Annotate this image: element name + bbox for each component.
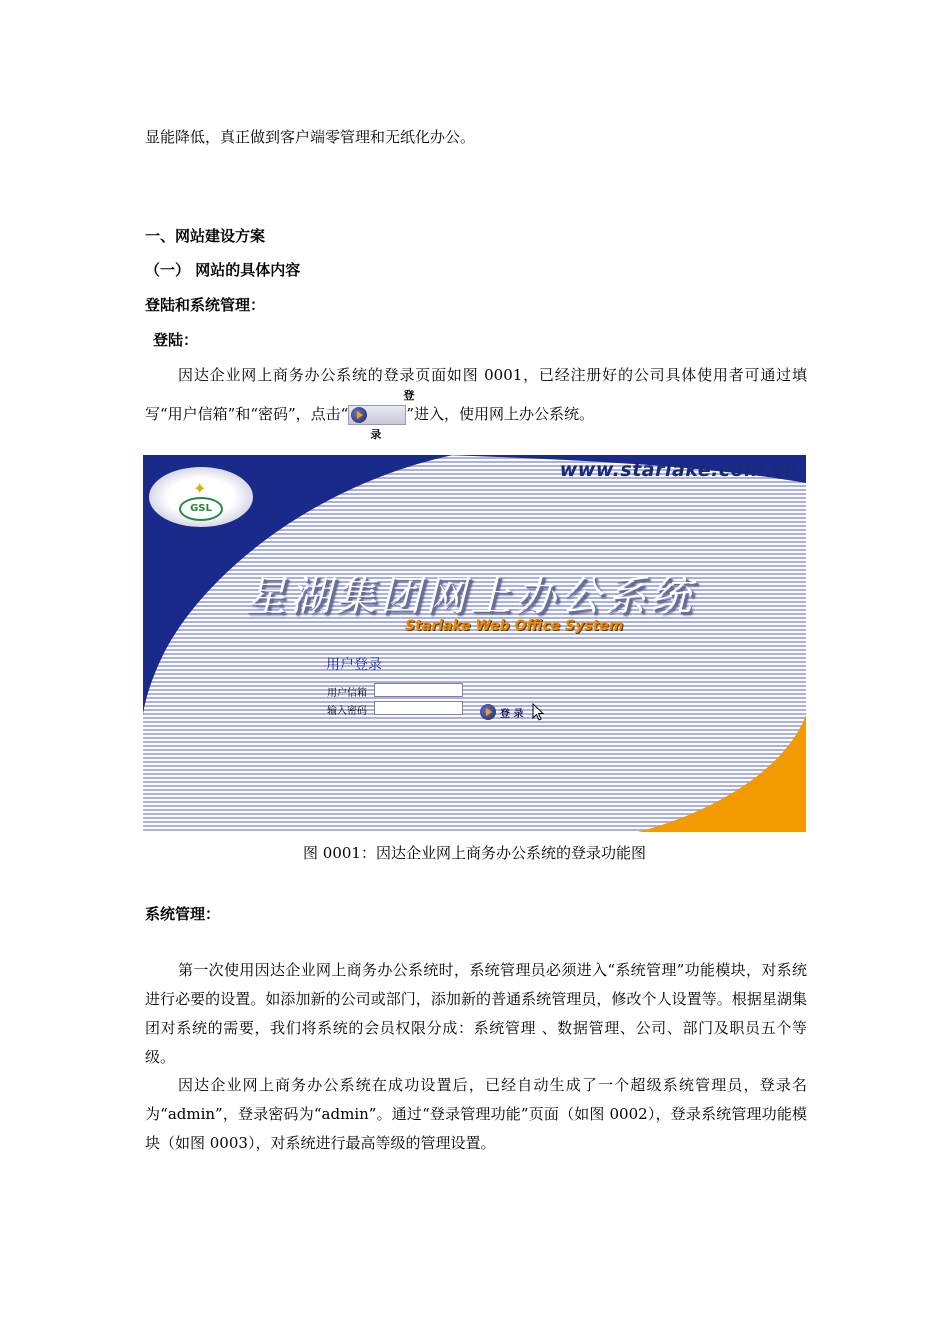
heading-system-admin: 系统管理： (145, 905, 221, 923)
inline-login-button-label: 登 录 (370, 389, 415, 441)
play-icon (351, 407, 367, 423)
superadmin-paragraph: 因达企业网上商务办公系统在成功设置后，已经自动生成了一个超级系统管理员，登录名为“admin”，登录密码为“admin”。通过“登录管理功能”页面（如图 0002），登录系统管理功能模块（如图 0003），对系统进行最高等级的管理设置。 (145, 1076, 807, 1152)
company-logo (149, 467, 253, 527)
password-label: 输入密码 (327, 706, 367, 717)
system-title-cn: 星湖集团网上办公系统 (245, 572, 695, 620)
heading-login-and-admin: 登陆和系统管理： (145, 296, 266, 314)
login-button[interactable] (480, 704, 523, 720)
email-field[interactable] (374, 683, 463, 697)
login-button-label: 登 录 (500, 708, 524, 720)
figure-caption: 图 0001：因达企业网上商务办公系统的登录功能图 (303, 844, 646, 862)
system-title-en: Starlake Web Office System (405, 618, 624, 634)
orange-corner (638, 715, 806, 832)
logo-mark: GSL (179, 497, 223, 521)
intro-line: 显能降低，真正做到客户端零管理和无纸化办公。 (145, 128, 476, 146)
login-form-title: 用户登录 (326, 657, 382, 673)
email-label: 用户信箱 (327, 688, 367, 699)
star-icon: ✦ (193, 479, 207, 498)
inline-login-button-image (348, 389, 415, 441)
play-icon (480, 704, 496, 720)
admin-paragraph: 第一次使用因达企业网上商务办公系统时，系统管理员必须进入“系统管理”功能模块，对系统进行必要的设置。如添加新的公司或部门，添加新的普通系统管理员，修改个人设置等。根据星湖集团对系统的需要，我们将系统的会员权限分成：系统管理 、数据管理、公司、部门及职员五个等级。 (145, 961, 807, 1066)
heading-login: 登陆： (153, 331, 199, 349)
password-field[interactable] (374, 701, 463, 715)
login-paragraph-part2: ”进入，使用网上办公系统。 (406, 405, 595, 423)
mouse-cursor-icon (532, 703, 544, 721)
login-page-screenshot (143, 455, 806, 832)
login-paragraph (145, 356, 807, 441)
site-url: www.starlake.com.cn (559, 459, 798, 481)
login-paragraph-part1: 因达企业网上商务办公系统的登录页面如图 0001，已经注册好的公司具体使用者可通过填写“用户信箱”和“密码”，点击“ (145, 366, 807, 423)
heading-website-content: （一） 网站的具体内容 (145, 261, 301, 279)
heading-website-plan: 一、网站建设方案 (145, 227, 266, 245)
